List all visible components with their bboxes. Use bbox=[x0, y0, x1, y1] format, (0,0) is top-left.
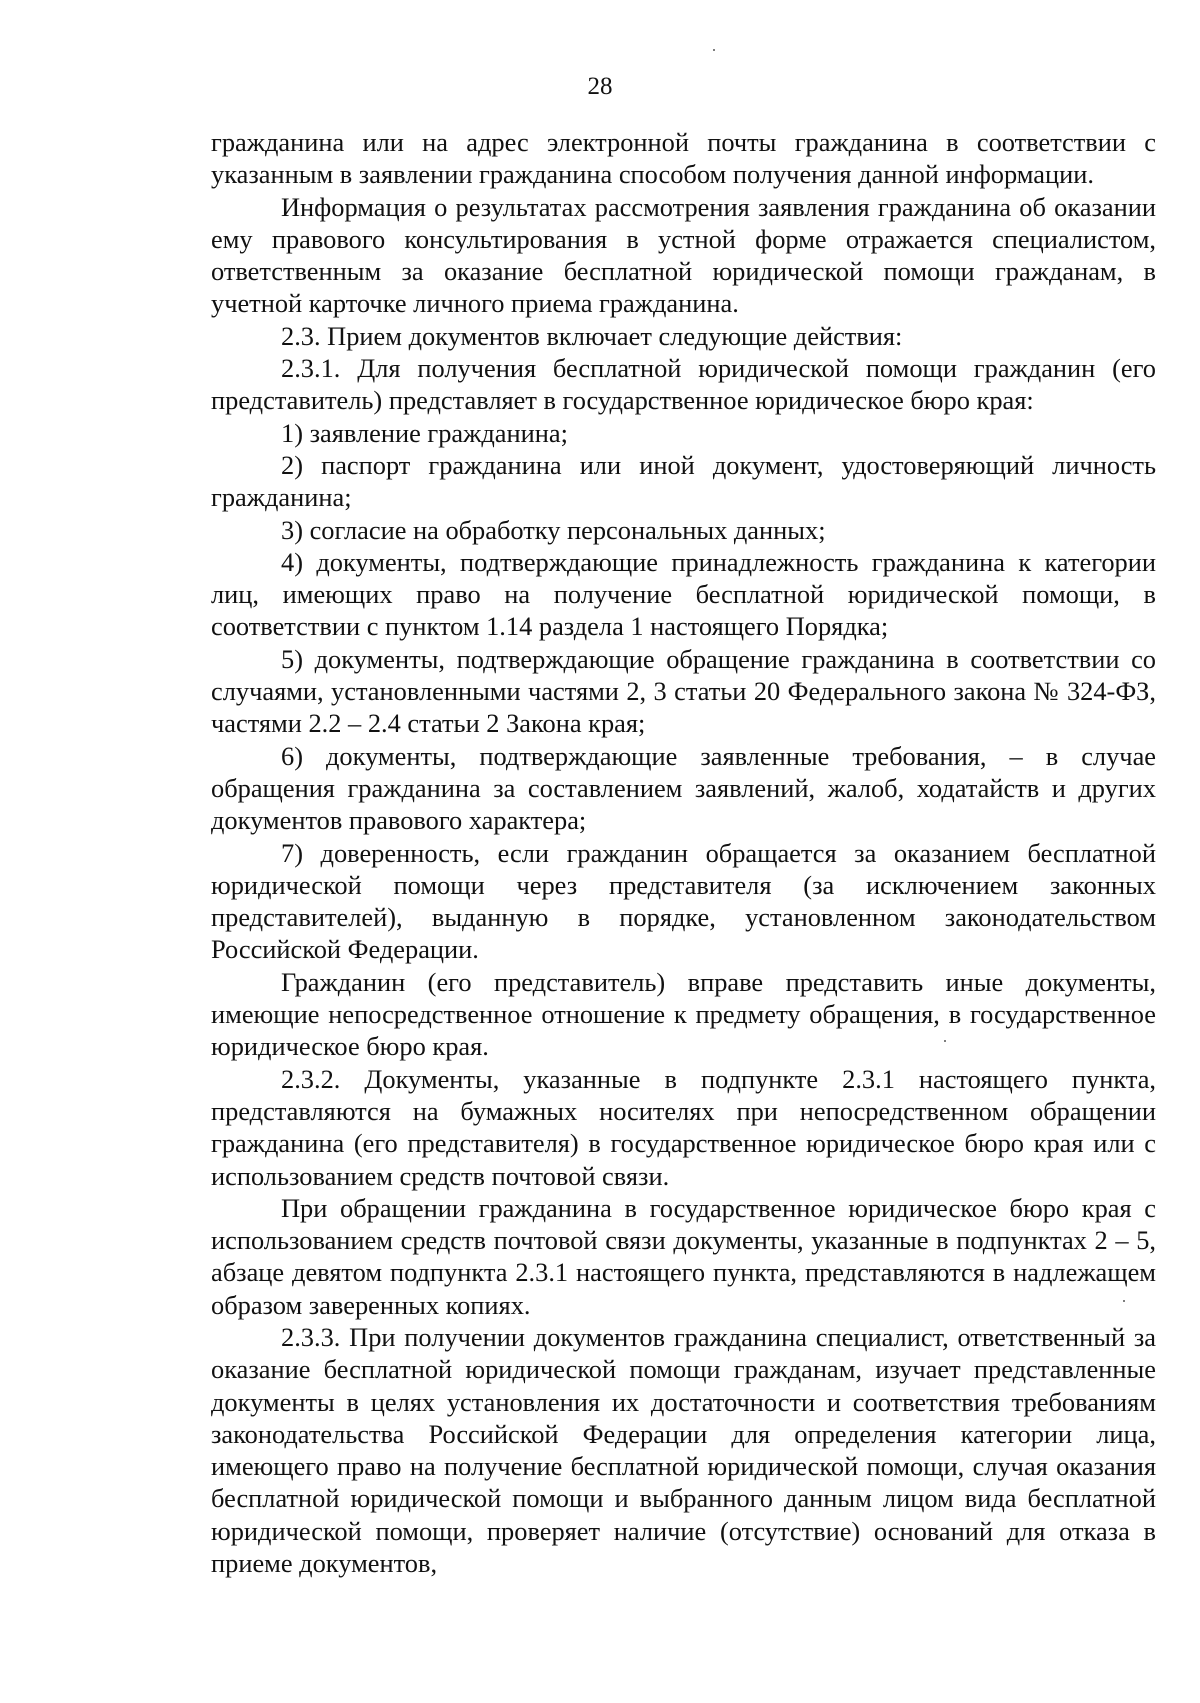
paragraph-2-3-1: 2.3.1. Для получения бесплатной юридической помощи гражданин (его представитель) представляет в государственное юридическое бюро края: bbox=[211, 353, 1156, 416]
paragraph-other-documents: Гражданин (его представитель) вправе представить иные документы, имеющие непосредственное отношение к предмету обращения, в государственное юридическое бюро края. bbox=[211, 966, 1156, 1062]
paragraph-postal-copies: При обращении гражданина в государственное юридическое бюро края с использованием средств почтовой связи документы, указанные в подпунктах 2 – 5, абзаце девятом подпункта 2.3.1 настоящего пункта, представляются в надлежащем образом заверенных копиях. bbox=[211, 1192, 1156, 1320]
list-item-7: 7) доверенность, если гражданин обращается за оказанием бесплатной юридической помощи через представителя (за исключением законных представителей), выданную в порядке, установленном законодательством Российской Федерации. bbox=[211, 837, 1156, 965]
list-item-2: 2) паспорт гражданина или иной документ, удостоверяющий личность гражданина; bbox=[211, 449, 1156, 513]
list-item-1: 1) заявление гражданина; bbox=[281, 417, 568, 448]
paragraph-2-3-2: 2.3.2. Документы, указанные в подпункте 2.3.1 настоящего пункта, представляются на бумажных носителях при непосредственном обращении гражданина (его представителя) в государственное юридическое бюро края или с использованием средств почтовой связи. bbox=[211, 1063, 1156, 1191]
paragraph-result-info: Информация о результатах рассмотрения заявления гражданина об оказании ему правового консультирования в устной форме отражается специалистом, ответственным за оказание бесплатной юридической помощи гражданам, в учетной карточке личного приема гражданина. bbox=[211, 191, 1156, 319]
paragraph-continuation: гражданина или на адрес электронной почты гражданина в соответствии с указанным в заявлении гражданина способом получения данной информации. bbox=[211, 127, 1156, 190]
scan-speck bbox=[713, 49, 715, 51]
list-item-6: 6) документы, подтверждающие заявленные требования, – в случае обращения гражданина за составлением заявлений, жалоб, ходатайств и других документов правового характера; bbox=[211, 740, 1156, 836]
page-number: 28 bbox=[587, 73, 613, 100]
document-body bbox=[211, 126, 1156, 1579]
list-item-3: 3) согласие на обработку персональных данных; bbox=[281, 514, 826, 545]
list-item-4: 4) документы, подтверждающие принадлежность гражданина к категории лиц, имеющих право на получение бесплатной юридической помощи, в соответствии с пунктом 1.14 раздела 1 настоящего Порядка; bbox=[211, 546, 1156, 642]
paragraph-2-3: 2.3. Прием документов включает следующие действия: bbox=[281, 320, 903, 351]
paragraph-2-3-3: 2.3.3. При получении документов гражданина специалист, ответственный за оказание бесплатной юридической помощи гражданам, изучает представленные документы в целях установления их достаточности и соответствия требованиям законодательства Российской Федерации для определения категории лица, имеющего право на получение бесплатной юридической помощи, случая оказания бесплатной юридической помощи и выбранного данным лицом вида бесплатной юридической помощи, проверяет наличие (отсутствие) оснований для отказа в приеме документов, bbox=[211, 1321, 1156, 1579]
list-item-5: 5) документы, подтверждающие обращение гражданина в соответствии со случаями, установленными частями 2, 3 статьи 20 Федерального закона № 324-ФЗ, частями 2.2 – 2.4 статьи 2 Закона края; bbox=[211, 643, 1156, 739]
